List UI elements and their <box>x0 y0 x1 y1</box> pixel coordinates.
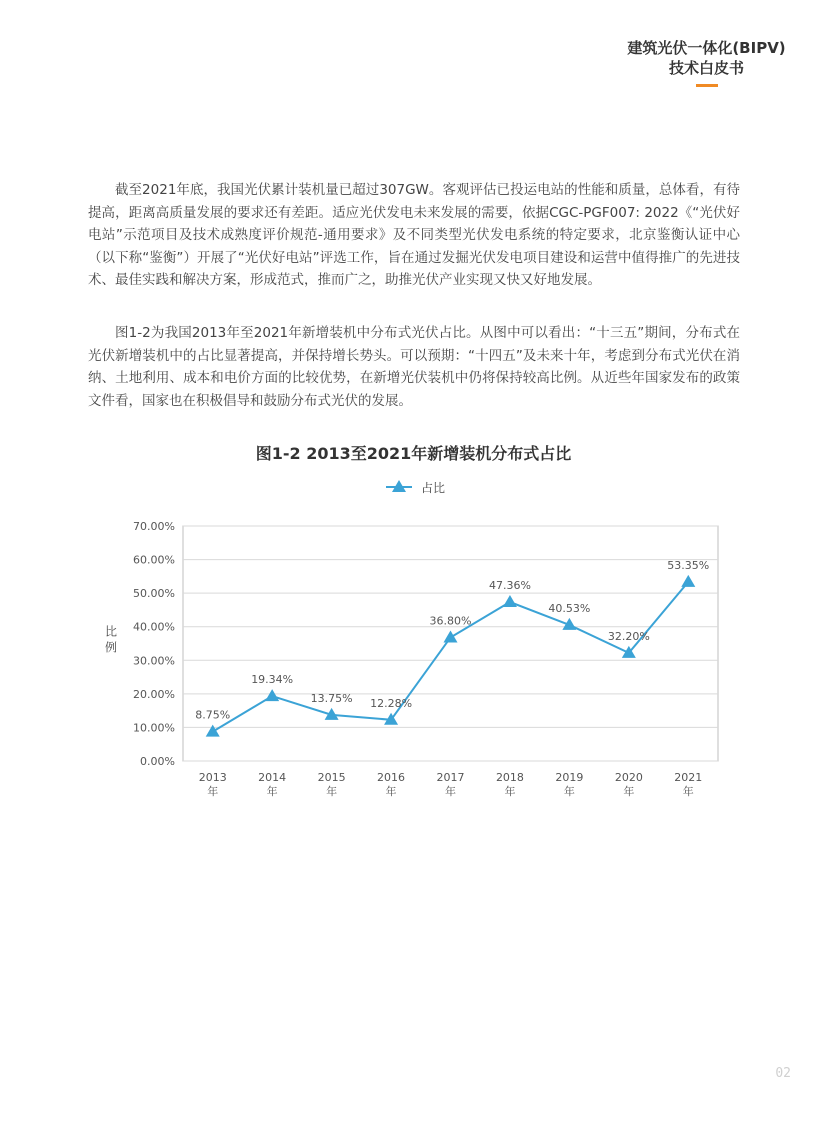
data-label: 13.75% <box>310 691 353 705</box>
y-tick-label: 60.00% <box>133 553 175 567</box>
y-axis-label: 比 <box>104 624 118 639</box>
x-tick-label: 2013 年 <box>198 771 227 798</box>
chart-title: 图1-2 2013至2021年新增装机分布式占比 <box>255 444 572 463</box>
document-header <box>624 38 789 87</box>
x-tick-label: 2017 年 <box>436 771 465 798</box>
paragraph-2: 图1-2为我国2013年至2021年新增装机中分布式光伏占比。从图中可以看出：“十三五”期间，分布式在光伏新增装机中的占比显著提高，并保持增长势头。可以预期：“十四五”及未来十年，考虑到分布式光伏在消纳、土地利用、成本和电价方面的比较优势，在新增光伏装机中仍将保持较高比例。从近些年国家发布的政策文件看，国家也在积极倡导和鼓励分布式光伏的发展。 <box>88 325 740 409</box>
x-tick-label: 2018 年 <box>495 771 524 798</box>
data-label: 47.36% <box>488 579 531 593</box>
data-label: 12.28% <box>370 696 413 710</box>
data-label: 36.80% <box>429 614 472 628</box>
x-tick-label: 2015 年 <box>317 771 346 798</box>
data-point-marker <box>503 595 517 607</box>
series-line <box>213 582 689 732</box>
x-tick-label: 2016 年 <box>377 771 406 798</box>
y-tick-label: 40.00% <box>133 620 175 634</box>
x-tick-label: 2019 年 <box>555 771 584 798</box>
y-tick-label: 50.00% <box>133 587 175 601</box>
page-number: 02 <box>775 1066 791 1081</box>
data-label: 32.20% <box>607 629 650 643</box>
x-tick-label: 2021 年 <box>674 771 703 798</box>
y-tick-label: 10.00% <box>133 721 175 735</box>
data-label: 40.53% <box>548 601 591 615</box>
y-axis-label: 例 <box>104 640 118 655</box>
y-tick-label: 0.00% <box>140 755 175 768</box>
header-title-line2: 技术白皮书 <box>668 59 744 77</box>
legend-label: 占比 <box>421 481 446 495</box>
x-tick-label: 2020 年 <box>614 771 643 798</box>
data-label: 19.34% <box>251 673 294 687</box>
header-accent-bar <box>696 84 718 87</box>
data-point-marker <box>444 630 458 642</box>
y-tick-label: 20.00% <box>133 687 175 701</box>
data-label: 8.75% <box>195 708 231 722</box>
data-point-marker <box>681 575 695 587</box>
y-tick-label: 70.00% <box>133 520 175 533</box>
header-title-line1: 建筑光伏一体化(BIPV) <box>627 39 786 57</box>
line-chart <box>0 470 827 810</box>
data-point-marker <box>206 725 220 737</box>
data-label: 53.35% <box>667 558 710 572</box>
data-point-marker <box>265 689 279 701</box>
x-tick-label: 2014 年 <box>258 771 287 798</box>
paragraph-1: 截至2021年底，我国光伏累计装机量已超过307GW。客观评估已投运电站的性能和质量，总体看，有待提高，距离高质量发展的要求还有差距。适应光伏发电未来发展的需要，依据CGC-PGF007: 2022《“光伏好电站”示范项目及技术成熟度评价规范-通用要求》及不同类型光伏发电系统的特定要求，北京鉴衡认证中心（以下称“鉴衡”）开展了“光伏好电站”评选工作，旨在通过发掘光伏发电项目建设和运营中值得推广的先进技术、最佳实践和解决方案，形成范式，推而广之，助推光伏产业实现又快又好地发展。 <box>88 182 740 288</box>
y-tick-label: 30.00% <box>133 654 175 668</box>
